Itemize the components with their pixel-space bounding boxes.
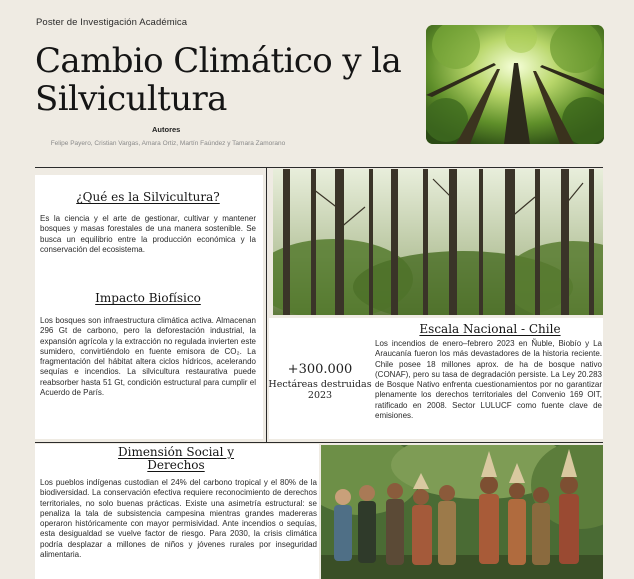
poster-title: Cambio Climático y la Silvicultura (35, 41, 402, 119)
section-body-silvicultura: Es la ciencia y el arte de gestionar, cultivar y mantener bosques y masas forestales de una manera sostenible. Se busca un equilibrio entre la producción económica y la conservación del ecosistema. (40, 214, 256, 254)
community-illustration (321, 445, 603, 579)
poster-eyebrow: Poster de Investigación Académica (36, 17, 188, 28)
section-heading-dimension: Dimensión Social y Derechos (117, 445, 235, 472)
section-body-escala: Los incendios de enero–febrero 2023 en Ñuble, Biobío y La Araucanía fueron los más devastadores de la historia reciente. Chile posee 18 millones aprox. de ha de bosque nativo (CONAF), pero su tasa de degradación persiste. La Ley 20.283 de Bosque Nativo enfrenta cuestionamientos por no garantizar plenamente los derechos territoriales del Convenio 169 OIT, ratificado en 2008. Sector LULUCF como fuente clave de emisiones. (375, 339, 602, 421)
indigenous-community-photo (321, 445, 603, 579)
top-rule (35, 167, 603, 168)
hero-forest-canopy-photo (426, 25, 604, 144)
section-heading-silvicultura: ¿Qué es la Silvicultura? (76, 190, 220, 204)
stat-label: Hectáreas destruidas 2023 (268, 379, 372, 401)
authors-names: Felipe Payero, Cristian Vargas, Amara Ortiz, Martín Faúndez y Tamara Zamorano (50, 140, 286, 147)
section-body-dimension: Los pueblos indígenas custodian el 24% del carbono tropical y el 80% de la biodiversidad. La conservación efectiva requiere reconocimiento de derechos territoriales, no solo buenas prácticas. Existe una asimetría estructural: se penaliza la tala de subsistencia campesina mientras grandes madereras operaron históricamente con mayor permisividad. Ante incendios o sequías, esta desigualdad se vuelve factor de riesgo. Para 2030, la crisis climática podría desplazar a millones de niños y jóvenes rurales por inseguridad alimentaria. (40, 478, 317, 560)
stat-value: +300.000 (287, 362, 353, 377)
section-heading-impacto: Impacto Biofísico (95, 291, 201, 305)
forest-canopy-illustration (426, 25, 604, 144)
authors-label: Autores (152, 125, 181, 134)
section-body-impacto: Los bosques son infraestructura climática activa. Almacenan 296 Gt de carbono, pero la deforestación industrial, la expansión agrícola y la extracción no regulada invierten este sumidero, convirtiéndolo en fuente emisora de CO₂. La fragmentación del hábitat altera ciclos hídricos, acelerando sequías e incendios. La silvicultura restaurativa puede reabsorber hasta 51 Gt, condición estructural para cumplir el Acuerdo de París. (40, 316, 256, 398)
tall-trees-photo (273, 169, 603, 315)
section-heading-escala: Escala Nacional - Chile (419, 322, 561, 336)
tall-trees-illustration (273, 169, 603, 315)
middle-rule (35, 442, 603, 443)
